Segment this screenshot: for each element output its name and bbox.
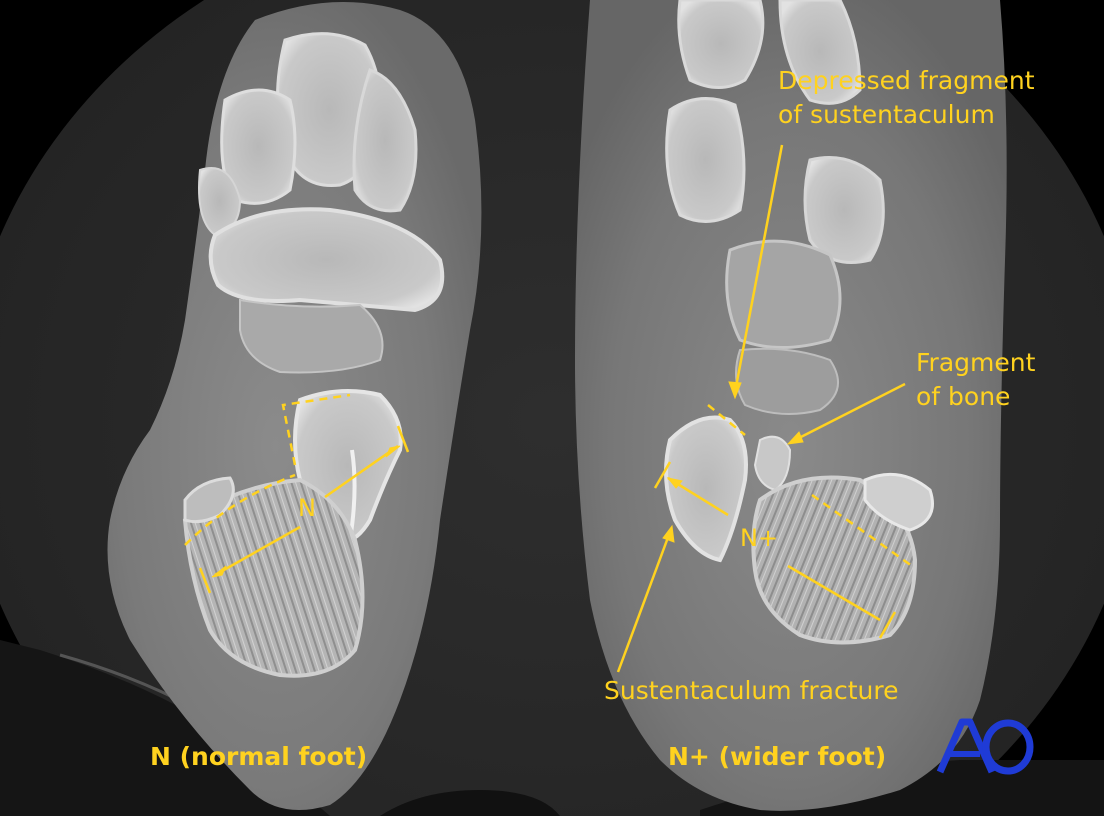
annotation-fragment-of-bone xyxy=(916,346,1035,414)
annotation-depressed-line1: Depressed fragment xyxy=(778,66,1035,95)
caption-normal-foot: N (normal foot) xyxy=(150,742,368,771)
annotation-sustentaculum-fracture: Sustentaculum fracture xyxy=(604,676,899,705)
annotation-depressed-fragment xyxy=(778,64,1035,132)
annotation-depressed-line2: of sustentaculum xyxy=(778,100,995,129)
annotation-fragment-line2: of bone xyxy=(916,382,1011,411)
caption-wider-foot: N+ (wider foot) xyxy=(668,742,887,771)
annotation-fragment-line1: Fragment xyxy=(916,348,1036,377)
measure-label-n: N xyxy=(298,494,316,522)
ao-logo xyxy=(936,716,1036,776)
measure-label-n-plus: N+ xyxy=(740,524,779,552)
